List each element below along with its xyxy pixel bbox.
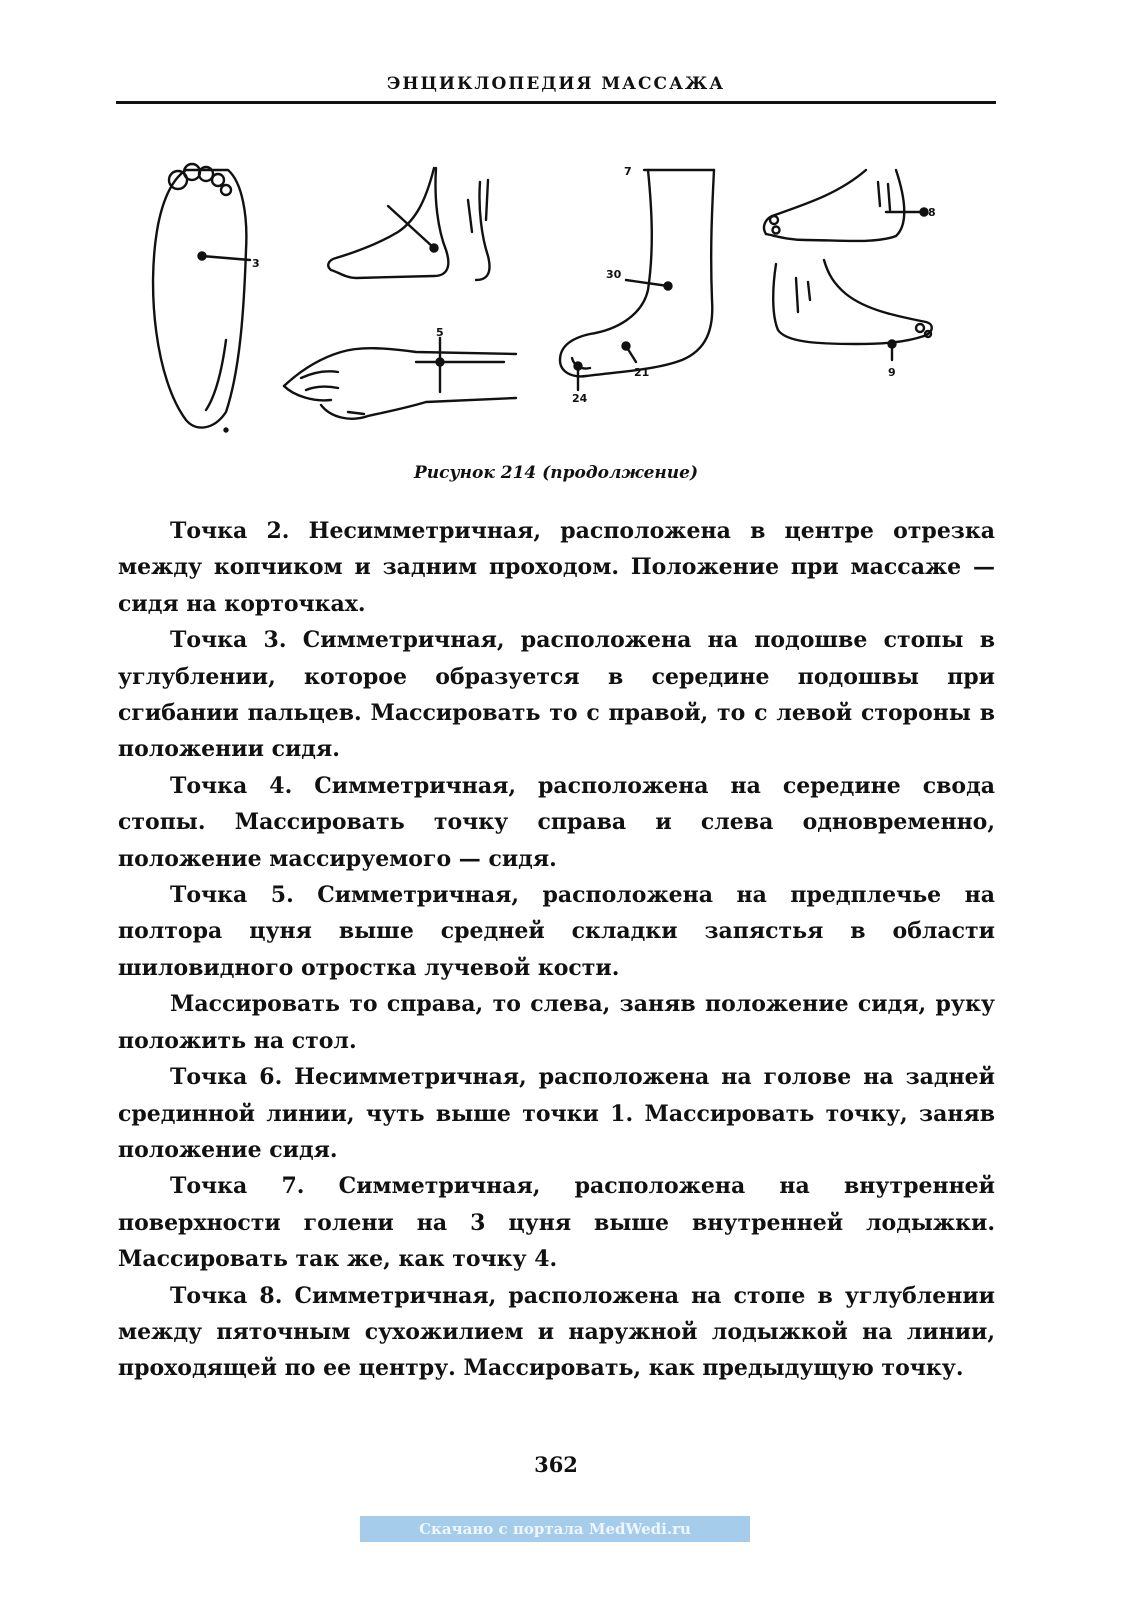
paragraph-point-5-massage: Массировать то справа, то слева, заняв положение сидя, руку положить на стол.	[118, 991, 995, 1054]
label-point-24: 24	[572, 392, 588, 405]
watermark-banner: Скачано с портала MedWedi.ru	[360, 1516, 750, 1542]
paragraph-point-5: Точка 5. Симметричная, расположена на предплечье на полтора цуня выше средней складки запястья в области шиловидного отростка лучевой кости.	[118, 882, 995, 981]
paragraph-point-2: Точка 2. Несимметричная, расположена в центре отрезка между копчиком и задним проходом. Положение при массаже — сидя на корточках.	[118, 518, 995, 617]
label-point-5: 5	[436, 326, 444, 339]
label-point-8: 8	[928, 206, 936, 219]
hand-forearm-drawing	[284, 326, 516, 419]
label-point-30: 30	[606, 268, 622, 281]
sole-of-foot-drawing	[153, 164, 260, 432]
outer-foot-top-drawing	[764, 170, 936, 241]
figure-214-illustration	[116, 140, 996, 450]
page-number: 362	[534, 1452, 578, 1477]
inner-leg-foot-drawing	[560, 165, 714, 405]
paragraph-point-6: Точка 6. Несимметричная, расположена на голове на задней срединной линии, чуть выше точки 1. Массировать точку, заняв положение сидя.	[118, 1064, 995, 1163]
header-rule	[116, 101, 996, 104]
paragraph-point-4: Точка 4. Симметричная, расположена на середине свода стопы. Массировать точку справа и слева одновременно, положение массируемого — сидя.	[118, 772, 995, 872]
foot-side-view-drawing	[328, 168, 489, 280]
figure-caption: Рисунок 214 (продолжение)	[413, 463, 699, 483]
label-point-21: 21	[634, 366, 650, 379]
running-header: ЭНЦИКЛОПЕДИЯ МАССАЖА	[386, 74, 726, 94]
label-point-7: 7	[624, 165, 632, 178]
label-point-3: 3	[252, 257, 260, 270]
paragraph-point-7: Точка 7. Симметричная, расположена на внутренней поверхности голени на 3 цуня выше внутренней лодыжки. Массировать так же, как точку 4.	[118, 1173, 995, 1273]
paragraph-point-8: Точка 8. Симметричная, расположена на стопе в углублении между пяточным сухожилием и наружной лодыжкой на линии, проходящей по ее центру. Массировать, как предыдущую точку.	[118, 1282, 995, 1382]
outer-foot-bottom-drawing	[773, 260, 932, 379]
body-text	[118, 513, 995, 1387]
paragraph-point-3: Точка 3. Симметричная, расположена на подошве стопы в углублении, которое образуется в середине подошвы при сгибании пальцев. Массировать то с правой, то с левой стороны в положении сидя.	[118, 627, 995, 763]
label-point-9: 9	[888, 366, 896, 379]
